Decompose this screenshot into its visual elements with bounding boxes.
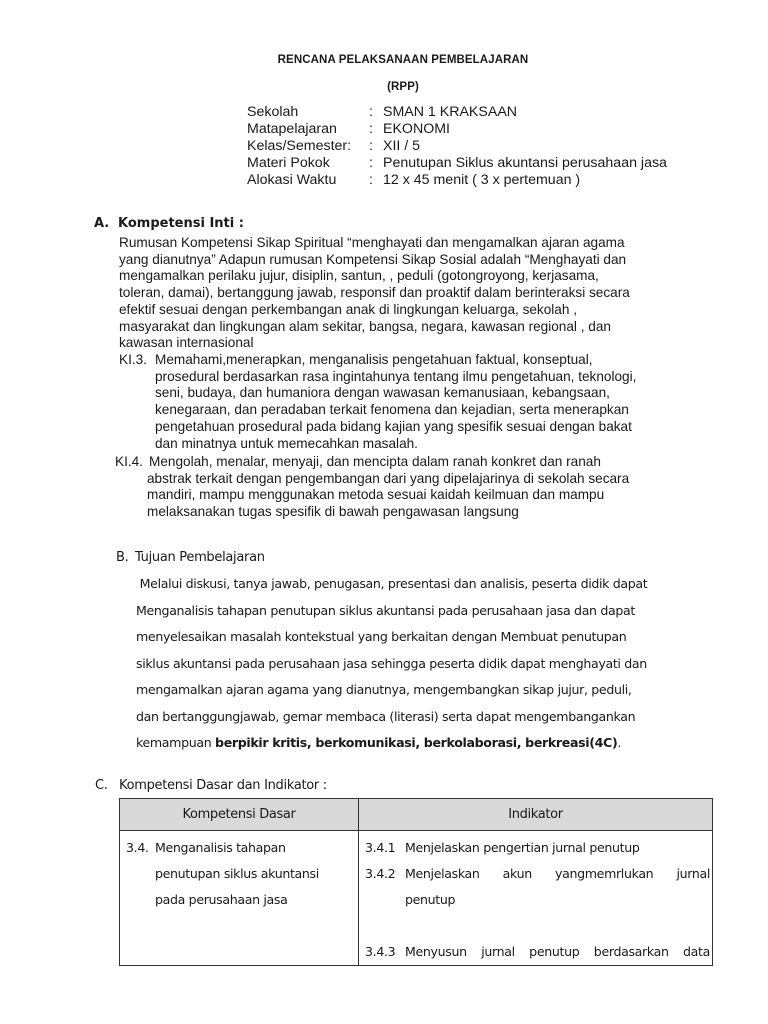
paragraph-line: siklus akuntansi pada perusahaan jasa sehingga peserta didik dapat menghayati dan: [136, 655, 647, 671]
kd-text: penutupan siklus akuntansi: [155, 866, 319, 881]
identity-label: Sekolah: [247, 104, 299, 120]
indicator-number: 3.4.1: [365, 840, 396, 855]
column-header-indikator: Indikator: [359, 799, 713, 831]
paragraph-line: Rumusan Kompetensi Sikap Spiritual “menghayati dan mengamalkan ajaran agama: [119, 235, 625, 250]
ki4-item: [115, 454, 629, 521]
paragraph-line: mengamalkan ajaran agama yang dianutnya, mengembangkan sikap jujur, peduli,: [136, 682, 632, 697]
indent-spacer: [365, 887, 405, 913]
indicator-text: Menjelaskan akun yangmemrlukan jurnal: [405, 866, 710, 881]
text-fragment: .: [617, 735, 622, 750]
section-letter: B.: [116, 550, 129, 565]
paragraph-line: masyarakat dan lingkungan alam sekitar, bangsa, negara, kawasan regional , dan: [119, 318, 611, 334]
paragraph-line: pengetahuan prosedural pada bidang kajian yang spesifik sesuai dengan bakat: [155, 418, 632, 434]
paragraph-line: efektif sesuai dengan perkembangan anak di lingkungan keluarga, sekolah ,: [119, 301, 577, 317]
ki4-continuation: [115, 471, 629, 521]
indicator-number: 3.4.3: [365, 944, 396, 959]
blank-spacer: [365, 913, 712, 939]
section-c-heading: [95, 778, 327, 793]
indicator-text: penutup: [405, 892, 456, 907]
indicator-item: [365, 835, 712, 861]
section-letter: A.: [94, 216, 110, 231]
paragraph-line: kenegaraan, dan peradaban terkait fenomena dan kejadian, serta menerapkan: [155, 402, 629, 418]
kd-text: Menganalisis tahapan: [155, 840, 286, 855]
section-title: Kompetensi Dasar dan Indikator :: [119, 778, 327, 793]
identity-colon: :: [369, 155, 373, 171]
identity-value: Penutupan Siklus akuntansi perusahaan jasa: [383, 155, 667, 171]
paragraph-line: melaksanakan tugas spesifik di bawah pengawasan langsung: [147, 504, 519, 520]
paragraph-line: seni, budaya, dan humaniora dengan wawasan kemanusiaan, kebangsaan,: [155, 385, 610, 401]
indikator-cell: [359, 831, 713, 966]
indicator-text: Menjelaskan pengertian jurnal penutup: [405, 840, 640, 855]
paragraph-line: dan bertanggungjawab, gemar membaca (literasi) serta dapat mengembangankan: [136, 708, 636, 724]
ki3-continuation: [119, 369, 636, 453]
section-a-heading: [94, 216, 244, 231]
paragraph-line: Melalui diskusi, tanya jawab, penugasan, presentasi dan analisis, peserta didik dapat: [136, 576, 648, 591]
ki-intro-paragraph: [119, 235, 630, 352]
identity-colon: :: [369, 104, 373, 120]
kompetensi-table: [119, 798, 713, 966]
kd-first-line: [126, 835, 358, 861]
ki3-label: KI.3.: [119, 352, 147, 367]
identity-block: [247, 104, 667, 189]
paragraph-line: dan minatnya untuk memecahkan masalah.: [155, 435, 418, 451]
paragraph-line: Memahami,menerapkan, menganalisis pengetahuan faktual, konseptual,: [155, 352, 593, 367]
identity-row-sekolah: [247, 104, 667, 121]
paragraph-line: toleran, damai), bertanggung jawab, responsif dan proaktif dalam berinteraksi secara: [119, 285, 630, 301]
ki4-first-line: [115, 454, 629, 471]
identity-colon: :: [369, 138, 373, 154]
document-title: RENCANA PELAKSANAAN PEMBELAJARAN: [277, 54, 529, 66]
paragraph-line-last: [136, 730, 647, 757]
identity-value: XII / 5: [383, 138, 421, 154]
section-title: Kompetensi Inti :: [118, 216, 244, 231]
identity-label: Alokasi Waktu: [247, 172, 337, 188]
identity-label: Kelas/Semester:: [247, 138, 352, 154]
identity-row-kelas: [247, 138, 667, 155]
paragraph-line: Menganalisis tahapan penutupan siklus akuntansi pada perusahaan jasa dan dapat: [136, 602, 635, 618]
bold-text-4c: berpikir kritis, berkomunikasi, berkolaborasi, berkreasi(4C): [215, 735, 618, 750]
paragraph-line: kawasan internasional: [119, 335, 254, 351]
indicator-item: [365, 861, 712, 887]
identity-colon: :: [369, 121, 373, 137]
kd-text: pada perusahaan jasa: [155, 892, 288, 907]
paragraph-line: yang dianutnya” Adapun rumusan Kompetensi Sikap Sosial adalah “Menghayati dan: [119, 251, 627, 267]
indicator-number: 3.4.2: [365, 866, 396, 881]
kd-cell: [120, 831, 359, 966]
indicator-item: [365, 939, 712, 965]
identity-value: SMAN 1 KRAKSAAN: [383, 104, 518, 120]
identity-value: 12 x 45 menit ( 3 x pertemuan ): [383, 172, 581, 188]
document-subtitle: (RPP): [387, 81, 419, 93]
paragraph-line: prosedural berdasarkan rasa ingintahunya tentang ilmu pengetahuan, teknologi,: [155, 368, 637, 384]
identity-row-materi: [247, 155, 667, 172]
kd-number: 3.4.: [126, 840, 149, 855]
paragraph-line: mengamalkan perilaku jujur, disiplin, santun, , peduli (gotongroyong, kerjasama,: [119, 268, 599, 284]
ki3-first-line: [119, 352, 636, 369]
identity-value: EKONOMI: [383, 121, 451, 137]
ki4-label: KI.4.: [115, 454, 143, 469]
section-b-heading: [116, 550, 265, 565]
identity-row-alokasi: [247, 172, 667, 189]
paragraph-line: mandiri, mampu menggunakan metoda sesuai kaidah keilmuan dan mampu: [147, 487, 605, 503]
table-row: [120, 831, 713, 966]
indicator-continuation: [365, 887, 712, 913]
identity-label: Matapelajaran: [247, 121, 337, 137]
section-letter: C.: [95, 778, 108, 793]
identity-colon: :: [369, 172, 373, 188]
identity-row-matapelajaran: [247, 121, 667, 138]
identity-label: Materi Pokok: [247, 155, 330, 171]
paragraph-line: abstrak terkait dengan pengembangan dari yang dipelajarinya di sekolah secara: [147, 470, 630, 486]
section-title: Tujuan Pembelajaran: [135, 550, 265, 565]
paragraph-line: Mengolah, menalar, menyaji, dan mencipta dalam ranah konkret dan ranah: [149, 454, 601, 469]
paragraph-line: menyelesaikan masalah kontekstual yang berkaitan dengan Membuat penutupan: [136, 629, 627, 644]
text-fragment: kemampuan: [136, 735, 216, 750]
column-header-kd: Kompetensi Dasar: [120, 799, 359, 831]
tujuan-paragraph: [136, 571, 647, 757]
table-header-row: [120, 799, 713, 831]
ki3-item: [119, 352, 636, 452]
indicator-text: Menyusun jurnal penutup berdasarkan data: [405, 944, 710, 959]
